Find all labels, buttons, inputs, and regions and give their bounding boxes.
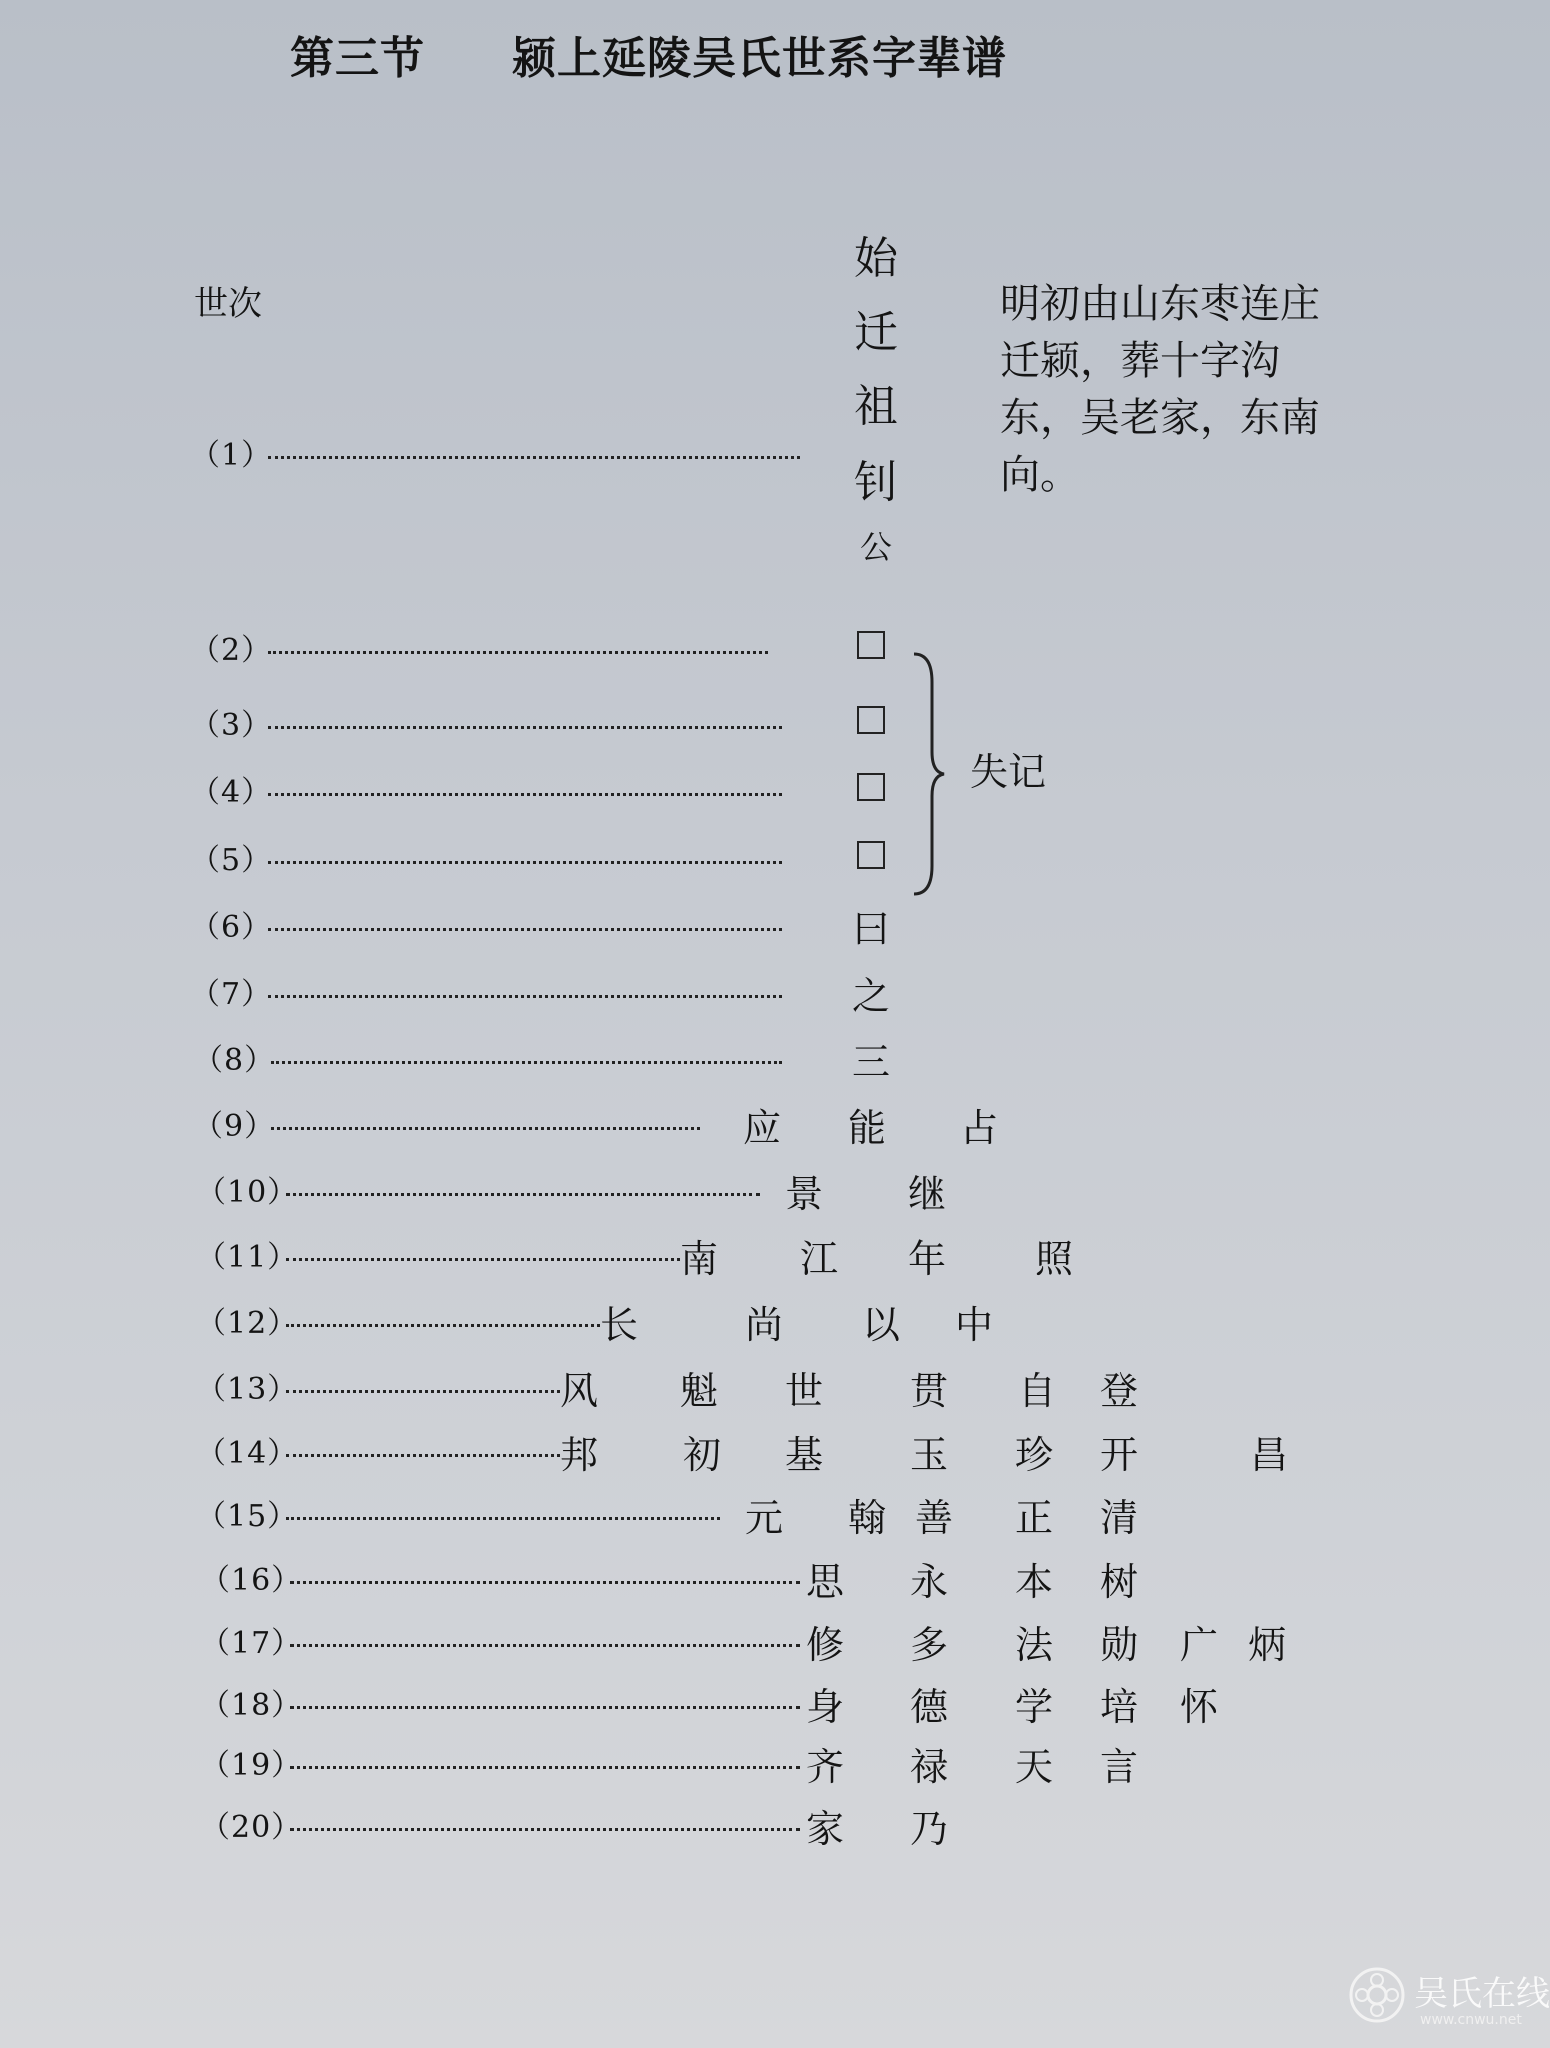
generation-char: 多	[910, 1623, 949, 1667]
generation-char: 禄	[910, 1745, 949, 1789]
generation-char: 开	[1100, 1433, 1139, 1477]
generation-label: （12）	[196, 1306, 299, 1341]
ancestor-char: 始	[854, 233, 898, 284]
generation-char: 清	[1100, 1496, 1139, 1540]
logo-icon	[1348, 1966, 1406, 2024]
generation-char: 昌	[1250, 1433, 1289, 1477]
generation-char: 照	[1035, 1237, 1074, 1281]
generation-char: 元	[745, 1496, 784, 1540]
generation-label: （1）	[190, 438, 273, 473]
generation-char: 广	[1180, 1623, 1219, 1667]
watermark-url: www.cnwu.net	[1420, 2012, 1522, 2028]
ancestor-char: 钊	[854, 457, 898, 508]
generation-char: 珍	[1015, 1433, 1054, 1477]
generation-char: 初	[683, 1433, 722, 1477]
leader-dots	[290, 1706, 800, 1709]
leader-dots	[268, 928, 782, 931]
leader-dots	[290, 1828, 800, 1831]
leader-dots	[268, 726, 782, 729]
migration-note: 明初由山东枣连庄迁颍，葬十字沟东，吴老家，东南向。	[1000, 281, 1320, 498]
generation-char: 景	[785, 1172, 824, 1216]
generation-char: 天	[1015, 1745, 1054, 1789]
brace-icon	[910, 652, 946, 896]
watermark-text: 吴氏在线	[1414, 1974, 1550, 2014]
missing-char-box	[857, 841, 885, 869]
generation-char: 怀	[1180, 1685, 1219, 1729]
ancestor-char: 迁	[854, 307, 898, 358]
generation-label: （18）	[200, 1688, 303, 1723]
generation-char: 玉	[910, 1433, 949, 1477]
ancestor-char: 祖	[854, 381, 898, 432]
missing-char-box	[857, 706, 885, 734]
generation-char: 江	[800, 1237, 839, 1281]
generation-char: 善	[915, 1496, 954, 1540]
generation-column-label: 世次	[194, 284, 262, 324]
generation-label: （19）	[200, 1748, 303, 1783]
generation-label: （8）	[193, 1043, 276, 1078]
generation-label: （14）	[196, 1436, 299, 1471]
generation-label: （6）	[190, 910, 273, 945]
generation-label: （9）	[193, 1109, 276, 1144]
leader-dots	[286, 1390, 560, 1393]
leader-dots	[286, 1517, 720, 1520]
generation-label: （11）	[196, 1240, 299, 1275]
leader-dots	[271, 1127, 700, 1130]
generation-char: 树	[1100, 1560, 1139, 1604]
generation-label: （4）	[190, 775, 273, 810]
leader-dots	[286, 1193, 760, 1196]
generation-char: 炳	[1248, 1623, 1287, 1667]
leader-dots	[268, 651, 768, 654]
generation-char: 思	[806, 1560, 845, 1604]
generation-char: 德	[910, 1685, 949, 1729]
generation-char: 勋	[1100, 1623, 1139, 1667]
missing-char-box	[857, 773, 885, 801]
leader-dots	[290, 1581, 800, 1584]
generation-label: （20）	[200, 1810, 303, 1845]
generation-char: 言	[1100, 1745, 1139, 1789]
generation-char: 年	[908, 1237, 947, 1281]
generation-char: 贯	[910, 1369, 949, 1413]
generation-char: 自	[1018, 1369, 1057, 1413]
leader-dots	[286, 1454, 560, 1457]
generation-label: （15）	[196, 1499, 299, 1534]
generation-char: 之	[852, 974, 891, 1018]
ancestor-char: 公	[859, 528, 892, 566]
generation-char: 曰	[852, 907, 891, 951]
generation-label: （10）	[196, 1175, 299, 1210]
generation-char: 培	[1100, 1685, 1139, 1729]
generation-char: 乃	[910, 1807, 949, 1851]
generation-label: （5）	[190, 843, 273, 878]
generation-char: 魁	[680, 1369, 719, 1413]
missing-char-box	[857, 631, 885, 659]
lost-record-label: 失记	[970, 750, 1047, 794]
leader-dots	[290, 1766, 800, 1769]
generation-char: 永	[910, 1560, 949, 1604]
leader-dots	[268, 793, 782, 796]
generation-char: 身	[806, 1685, 845, 1729]
generation-char: 能	[848, 1106, 887, 1150]
generation-char: 邦	[560, 1433, 599, 1477]
generation-char: 正	[1015, 1496, 1054, 1540]
generation-char: 以	[862, 1303, 901, 1347]
generation-char: 基	[785, 1433, 824, 1477]
generation-char: 学	[1015, 1685, 1054, 1729]
generation-char: 登	[1100, 1369, 1139, 1413]
leader-dots	[268, 861, 782, 864]
generation-char: 占	[960, 1106, 999, 1150]
leader-dots	[268, 456, 800, 459]
generation-label: （17）	[200, 1626, 303, 1661]
generation-char: 风	[560, 1369, 599, 1413]
generation-char: 三	[852, 1040, 891, 1084]
generation-char: 修	[806, 1623, 845, 1667]
generation-char: 南	[680, 1237, 719, 1281]
leader-dots	[290, 1644, 800, 1647]
generation-char: 世	[785, 1369, 824, 1413]
generation-label: （7）	[190, 977, 273, 1012]
generation-char: 齐	[806, 1745, 845, 1789]
leader-dots	[271, 1061, 782, 1064]
generation-label: （3）	[190, 708, 273, 743]
generation-char: 中	[955, 1303, 994, 1347]
leader-dots	[268, 995, 782, 998]
leader-dots	[286, 1258, 680, 1261]
generation-char: 应	[743, 1106, 782, 1150]
page-title: 颍上延陵吴氏世系字辈谱	[512, 33, 1007, 84]
generation-label: （16）	[200, 1563, 303, 1598]
generation-char: 法	[1015, 1623, 1054, 1667]
generation-char: 尚	[745, 1303, 784, 1347]
generation-char: 本	[1015, 1560, 1054, 1604]
generation-char: 长	[600, 1303, 639, 1347]
generation-label: （2）	[190, 633, 273, 668]
generation-label: （13）	[196, 1372, 299, 1407]
generation-char: 继	[908, 1172, 947, 1216]
leader-dots	[286, 1324, 600, 1327]
generation-char: 家	[806, 1807, 845, 1851]
section-number: 第三节	[290, 33, 425, 84]
generation-char: 翰	[848, 1496, 887, 1540]
